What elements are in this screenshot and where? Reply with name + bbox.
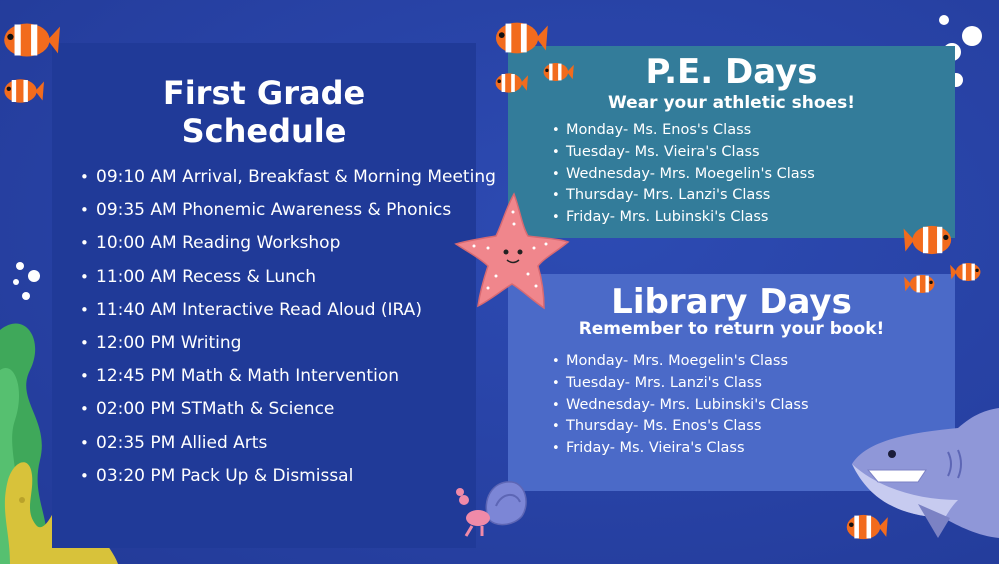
- pe-day-item: • Monday- Ms. Enos's Class: [552, 120, 815, 142]
- pe-days-list: [552, 120, 815, 229]
- schedule-item: • 02:35 PM Allied Arts: [80, 430, 496, 463]
- clownfish-icon: [540, 58, 574, 86]
- library-day-item: • Wednesday- Mrs. Lubinski's Class: [552, 395, 809, 417]
- schedule-item: • 09:35 AM Phonemic Awareness & Phonics: [80, 197, 496, 230]
- schedule-title-line2: Schedule: [181, 112, 347, 150]
- pe-day-item: • Wednesday- Mrs. Moegelin's Class: [552, 164, 815, 186]
- clownfish-icon: [490, 14, 548, 62]
- library-days-title: Library Days: [611, 282, 852, 322]
- pe-days-subtitle: Wear your athletic shoes!: [608, 93, 855, 113]
- clownfish-icon: [950, 258, 984, 286]
- clownfish-icon: [0, 14, 60, 66]
- pe-day-item: • Tuesday- Ms. Vieira's Class: [552, 142, 815, 164]
- library-day-item: • Friday- Ms. Vieira's Class: [552, 438, 809, 460]
- schedule-item: • 09:10 AM Arrival, Breakfast & Morning Meeting: [80, 164, 496, 197]
- pe-day-item: • Thursday- Mrs. Lanzi's Class: [552, 185, 815, 207]
- schedule-title-line1: First Grade: [162, 74, 366, 112]
- clownfish-icon: [0, 72, 44, 110]
- schedule-list: [80, 164, 496, 496]
- schedule-item: • 11:40 AM Interactive Read Aloud (IRA): [80, 297, 496, 330]
- hermit-crab-icon: [452, 470, 532, 540]
- clownfish-icon: [492, 68, 528, 98]
- schedule-item: • 12:45 PM Math & Math Intervention: [80, 363, 496, 396]
- clownfish-icon: [902, 218, 958, 262]
- pe-day-item: • Friday- Mrs. Lubinski's Class: [552, 207, 815, 229]
- schedule-item: • 02:00 PM STMath & Science: [80, 396, 496, 429]
- clownfish-icon: [904, 270, 938, 298]
- schedule-title: [52, 74, 476, 150]
- schedule-item: • 10:00 AM Reading Workshop: [80, 230, 496, 263]
- schedule-item: • 11:00 AM Recess & Lunch: [80, 264, 496, 297]
- clownfish-icon: [842, 508, 888, 546]
- library-days-list: [552, 351, 809, 460]
- schedule-item: • 03:20 PM Pack Up & Dismissal: [80, 463, 496, 496]
- library-day-item: • Tuesday- Mrs. Lanzi's Class: [552, 373, 809, 395]
- starfish-icon: [452, 190, 572, 312]
- schedule-item: • 12:00 PM Writing: [80, 330, 496, 363]
- library-days-subtitle: Remember to return your book!: [578, 319, 885, 339]
- pe-days-title: P.E. Days: [645, 52, 818, 92]
- library-day-item: • Monday- Mrs. Moegelin's Class: [552, 351, 809, 373]
- bubbles-icon: [6, 258, 46, 306]
- library-day-item: • Thursday- Ms. Enos's Class: [552, 416, 809, 438]
